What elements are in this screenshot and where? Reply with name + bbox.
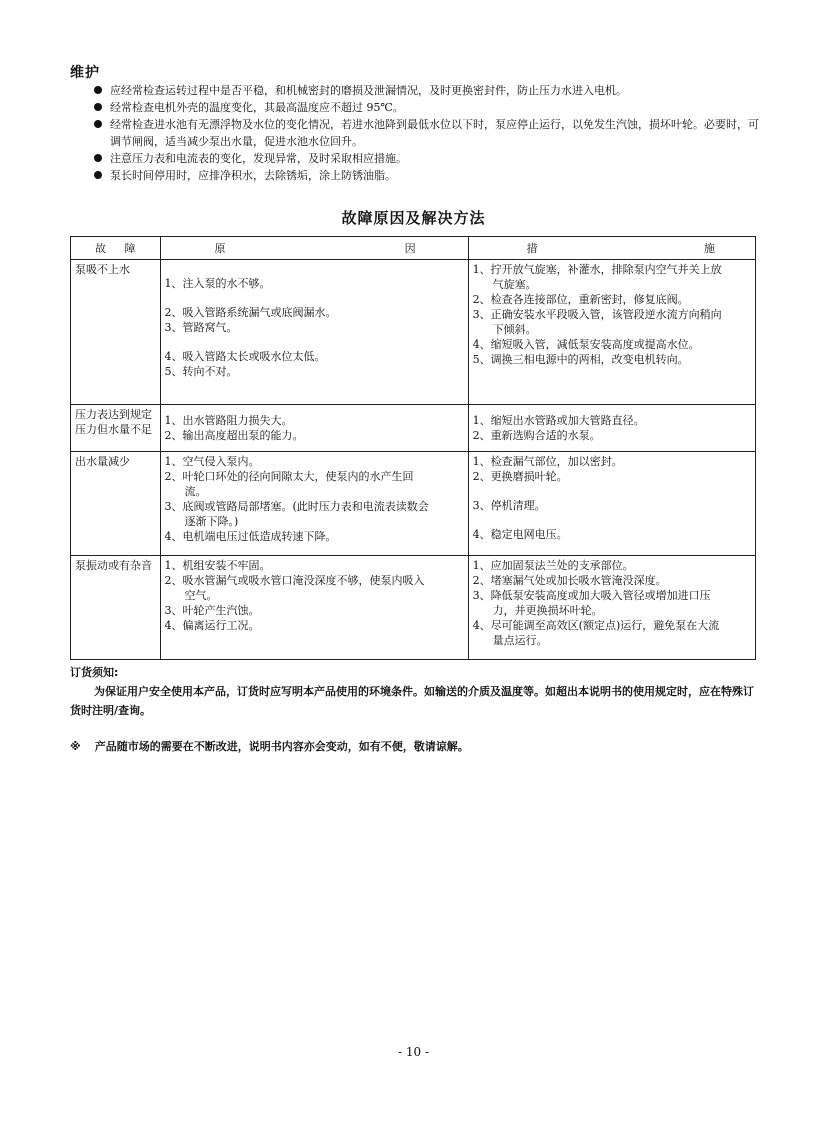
table-header-row [71, 237, 756, 260]
maintenance-item: 经常检查电机外壳的温度变化，其最高温度应不超过 95℃。 [94, 99, 762, 116]
bullet-icon [94, 103, 102, 111]
bullet-icon [94, 171, 102, 179]
order-notice-text: 为保证用户安全使用本产品，订货时应写明本产品使用的环境条件。如输送的介质及温度等。如超出本说明书的使用规定时，应在特殊订货时注明/查询。 [70, 685, 754, 717]
bullet-icon [94, 86, 102, 94]
table-row [71, 556, 756, 660]
section-title: 故障原因及解决方法 [341, 209, 486, 227]
note-line [70, 738, 469, 754]
fault-cell: 泵吸不上水 [71, 260, 161, 405]
bullet-icon [94, 120, 102, 128]
cause-cell: 1、注入泵的水不够。 2、吸入管路系统漏气或底阀漏水。 3、管路窝气。 4、吸入管路太长或吸水位太低。 5、转向不对。 [160, 260, 468, 405]
fault-cell: 出水量减少 [71, 452, 161, 556]
bullet-icon [94, 154, 102, 162]
cause-cell: 1、机组安装不牢固。 2、吸水管漏气或吸水管口淹没深度不够，使泵内吸入 空气。 3、叶轮产生汽蚀。 4、偏离运行工况。 [160, 556, 468, 660]
page-number: - 10 - [397, 1045, 429, 1059]
header-fault: 故 障 [71, 237, 161, 260]
table-row [71, 260, 756, 405]
maintenance-item: 经常检查进水池有无漂浮物及水位的变化情况，若进水池降到最低水位以下时，泵应停止运行，以免发生汽蚀，损坏叶轮。必要时，可调节闸阀，适当减少泵出水量，促进水池水位回升。 [94, 116, 762, 150]
solution-cell: 1、缩短出水管路或加大管路直径。 2、重新选购合适的水泵。 [468, 405, 755, 452]
order-notice-title: 订货须知: [70, 666, 119, 679]
table-row [71, 452, 756, 556]
table-row [71, 405, 756, 452]
solution-cell: 1、检查漏气部位，加以密封。 2、更换磨损叶轮。 3、停机清理。 4、稳定电网电压。 [468, 452, 755, 556]
maintenance-item: 泵长时间停用时，应排净积水，去除锈垢，涂上防锈油脂。 [94, 167, 762, 184]
note-text: 产品随市场的需要在不断改进，说明书内容亦会变动，如有不便，敬请谅解。 [94, 740, 469, 753]
reference-mark-icon: ※ [70, 740, 81, 753]
maintenance-list [94, 82, 762, 184]
maintenance-item: 应经常检查运转过程中是否平稳，和机械密封的磨损及泄漏情况，及时更换密封件，防止压力水进入电机。 [94, 82, 762, 99]
solution-cell: 1、应加固泵法兰处的支承部位。 2、堵塞漏气处或加长吸水管淹没深度。 3、降低泵安装高度或加大吸入管径或增加进口压 力，并更换损坏叶轮。 4、尽可能调至高效区(额定点)运行，避免泵在大流 量点运行。 [468, 556, 755, 660]
solution-cell: 1、拧开放气旋塞，补灌水，排除泵内空气并关上放 气旋塞。 2、检查各连接部位，重新密封，修复底阀。 3、正确安装水平段吸入管，该管段逆水流方向稍向 下倾斜。 4、缩短吸入管，减低泵安装高度或提高水位。 5、调换三相电源中的两相，改变电机转向。 [468, 260, 755, 405]
header-solution: 措 施 [468, 237, 755, 260]
cause-cell: 1、空气侵入泵内。 2、叶轮口环处的径向间隙太大，使泵内的水产生回 流。 3、底阀或管路局部堵塞。(此时压力表和电流表读数会 逐渐下降。) 4、电机端电压过低造成转速下降。 [160, 452, 468, 556]
cause-cell: 1、出水管路阻力损失大。 2、输出高度超出泵的能力。 [160, 405, 468, 452]
fault-cell: 压力表达到规定 压力但水量不足 [71, 405, 161, 452]
maintenance-item: 注意压力表和电流表的变化，发现异常，及时采取相应措施。 [94, 150, 762, 167]
fault-table [70, 236, 756, 660]
header-cause: 原 因 [160, 237, 468, 260]
maintenance-title: 维护 [70, 65, 100, 81]
fault-cell: 泵振动或有杂音 [71, 556, 161, 660]
